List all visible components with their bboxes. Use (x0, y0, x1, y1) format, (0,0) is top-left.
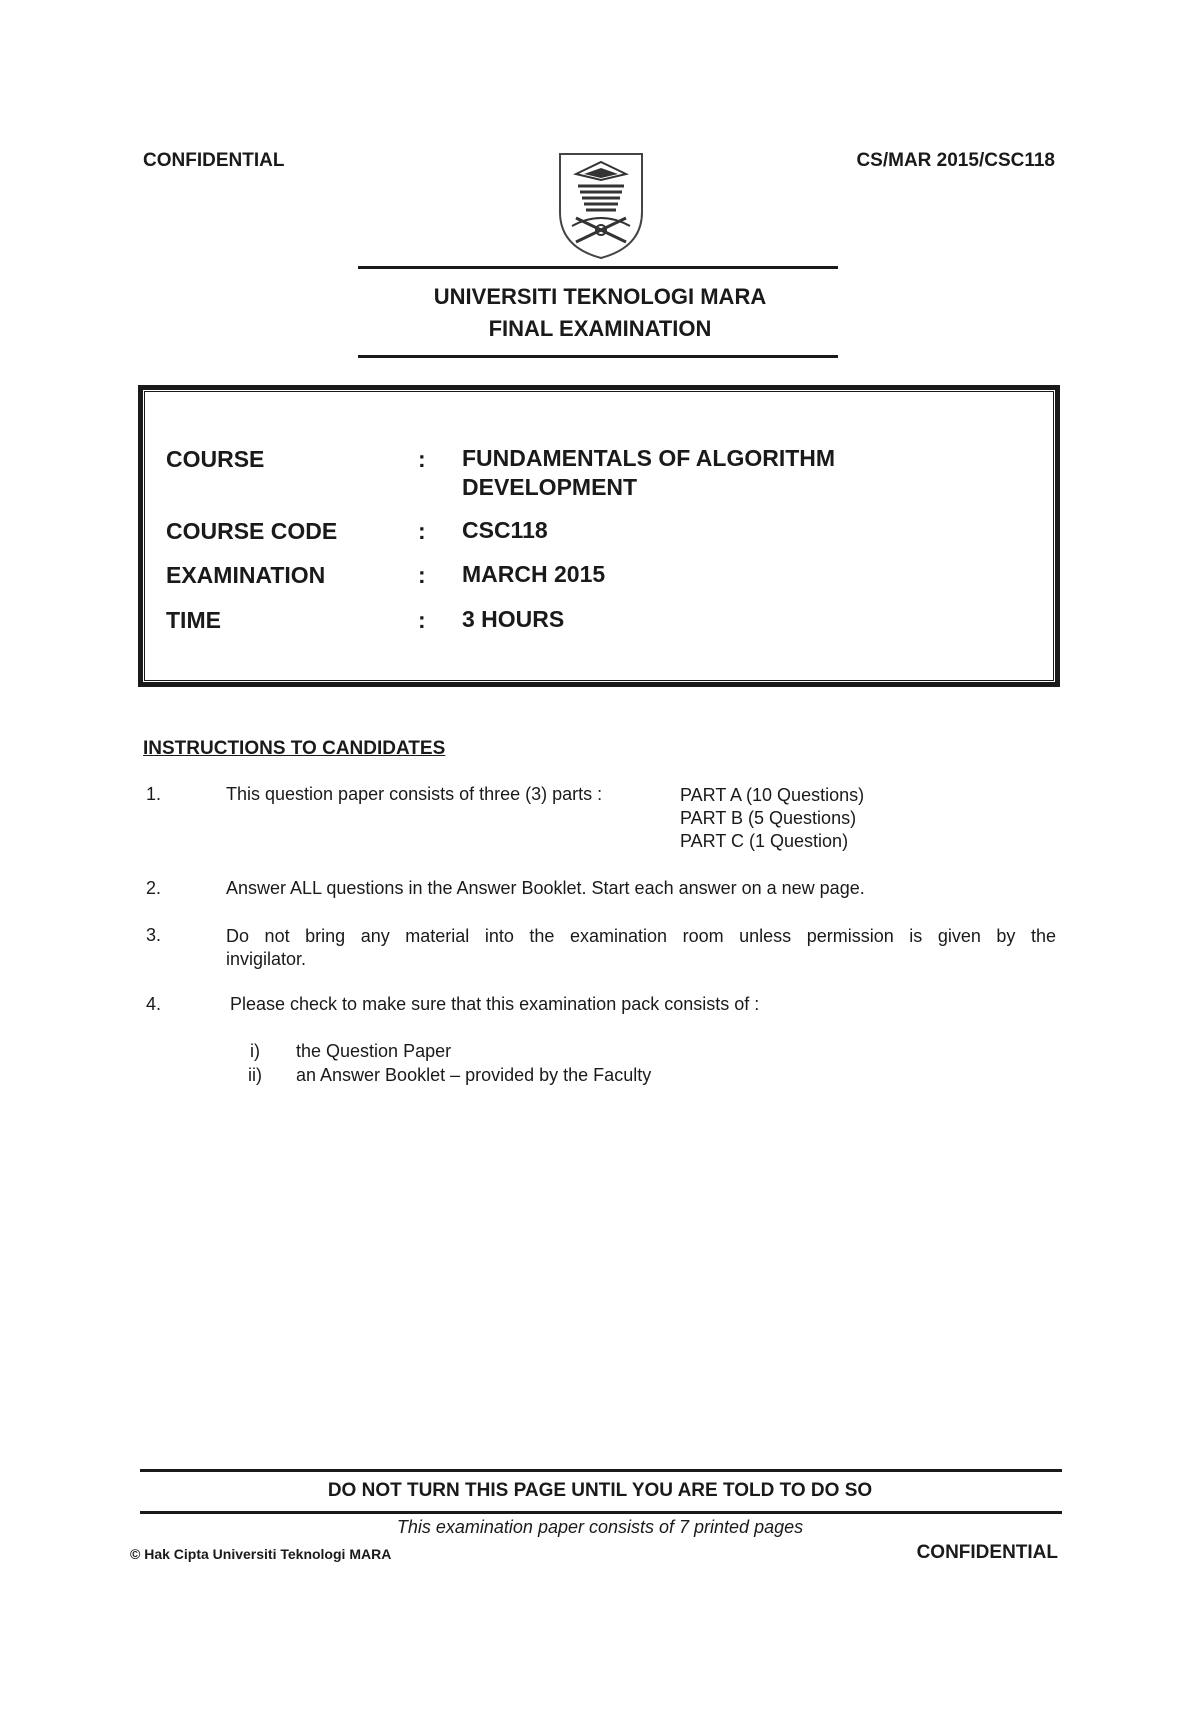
course-value-line2: DEVELOPMENT (462, 474, 638, 500)
footer-confidential: CONFIDENTIAL (916, 1542, 1058, 1563)
examination-colon: : (418, 562, 426, 588)
course-value-line1: FUNDAMENTALS OF ALGORITHM (462, 445, 836, 471)
course-value (462, 444, 835, 502)
time-value: 3 HOURS (462, 606, 565, 632)
sub-item-1-number: i) (250, 1041, 260, 1061)
instruction-2-text: Answer ALL questions in the Answer Booklet. Start each answer on a new page. (226, 878, 865, 898)
course-code-value: CSC118 (462, 517, 548, 543)
university-crest-logo (556, 152, 646, 260)
part-c: PART C (1 Question) (680, 831, 849, 851)
instruction-4-text: Please check to make sure that this examination pack consists of : (230, 994, 760, 1014)
header-paper-code: CS/MAR 2015/CSC118 (856, 150, 1055, 171)
exam-type-title: FINAL EXAMINATION (488, 316, 712, 341)
course-code-label: COURSE CODE (166, 518, 338, 544)
instruction-1-number: 1. (146, 784, 162, 804)
course-code-colon: : (418, 518, 426, 544)
instruction-4-number: 4. (146, 994, 162, 1014)
instruction-3-line2: invigilator. (226, 949, 307, 969)
instructions-heading: INSTRUCTIONS TO CANDIDATES (143, 738, 446, 759)
copyright-notice: © Hak Cipta Universiti Teknologi MARA (130, 1546, 392, 1562)
footer-top-rule (140, 1469, 1062, 1472)
sub-item-2-text: an Answer Booklet – provided by the Faculty (296, 1065, 652, 1085)
parts-list (680, 784, 864, 853)
part-b: PART B (5 Questions) (680, 808, 857, 828)
time-colon: : (418, 607, 426, 633)
title-bottom-rule (358, 355, 838, 358)
sub-item-1-text: the Question Paper (296, 1041, 452, 1061)
course-colon: : (418, 446, 426, 472)
examination-label: EXAMINATION (166, 562, 326, 588)
instruction-3-number: 3. (146, 925, 162, 945)
part-a: PART A (10 Questions) (680, 785, 865, 805)
instruction-3-line1: Do not bring any material into the examination room unless permission is given by the (226, 926, 1056, 946)
title-top-rule (358, 266, 838, 269)
sub-item-2-number: ii) (248, 1065, 262, 1085)
header-confidential: CONFIDENTIAL (143, 150, 285, 171)
footer-bottom-rule (140, 1511, 1062, 1514)
instruction-3-text (226, 925, 1056, 971)
university-name: UNIVERSITI TEKNOLOGI MARA (433, 284, 767, 309)
pages-note: This examination paper consists of 7 printed pages (396, 1517, 804, 1537)
course-label: COURSE (166, 446, 265, 472)
footer-warning: DO NOT TURN THIS PAGE UNTIL YOU ARE TOLD TO DO SO (327, 1480, 873, 1501)
instruction-2-number: 2. (146, 878, 162, 898)
instruction-1-text: This question paper consists of three (3) parts : (226, 784, 603, 804)
time-label: TIME (166, 607, 221, 633)
examination-value: MARCH 2015 (462, 561, 606, 587)
